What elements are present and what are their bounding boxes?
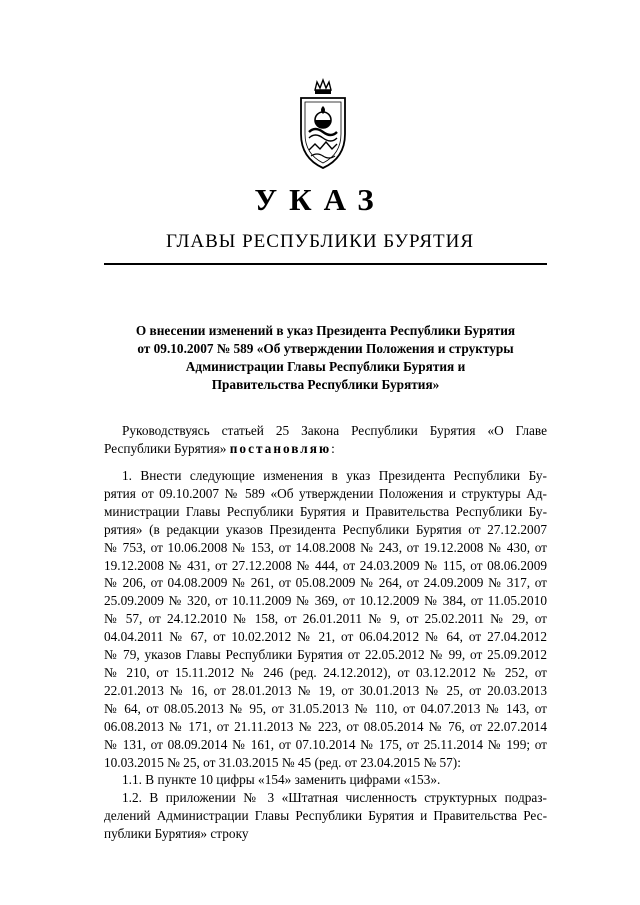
coat-of-arms-emblem (295, 76, 351, 172)
subclause-line: 1.1. В пункте 10 цифры «154» заменить цифрами «153». (122, 772, 441, 788)
subject-line: О внесении изменений в указ Президента Республики Бурятия (135, 323, 516, 338)
clause-line: № 79, указов Главы Республики Бурятия от 22.05.2012 № 99, от 25.09.2012 (104, 647, 547, 663)
clause-line: № 753, от 10.06.2008 № 153, от 14.08.2008 № 243, от 19.12.2008 № 430, от (104, 539, 547, 555)
decree-subject (104, 322, 547, 394)
clause-line: № 210, от 15.11.2012 № 246 (ред. 24.12.2012), от 03.12.2012 № 252, от (104, 664, 547, 680)
clause-line: № 131, от 08.09.2014 № 161, от 07.10.2014 № 175, от 25.11.2014 № 199; от (104, 736, 547, 752)
clause-line: 19.12.2008 № 431, от 27.12.2008 № 444, от 24.03.2009 № 115, от 08.06.2009 (104, 557, 547, 573)
subject-line: Правительства Республики Бурятия» (211, 377, 440, 392)
preamble-line (104, 440, 547, 458)
preamble-paragraph (104, 422, 547, 458)
preamble-text: Республики Бурятия» (104, 440, 230, 456)
header-divider (104, 263, 547, 265)
clause-line: рятия» (в редакции указов Президента Республики Бурятия от 27.12.2007 (104, 521, 547, 537)
resolve-keyword: постановляю (229, 440, 332, 456)
clause-line: рятия от 09.10.2007 № 589 «Об утверждении Положения и структуры Ад- (104, 485, 547, 501)
clause-line: министрации Главы Республики Бурятия и Правительства Республики Бу- (104, 503, 547, 519)
clause-paragraph (104, 467, 547, 843)
subclause-line: 1.2. В приложении № 3 «Штатная численность структурных подраз- (122, 790, 547, 806)
clause-line: № 206, от 04.08.2009 № 261, от 05.08.2009 № 264, от 24.09.2009 № 317, от (104, 575, 547, 591)
clause-line: 1. Внести следующие изменения в указ Президента Республики Бу- (122, 468, 547, 483)
clause-line: № 64, от 08.05.2013 № 95, от 31.05.2013 № 110, от 04.07.2013 № 143, от (104, 700, 547, 716)
clause-line: 25.09.2009 № 320, от 10.11.2009 № 369, от 10.12.2009 № 384, от 11.05.2010 (104, 593, 547, 609)
preamble-line: Руководствуясь статьей 25 Закона Республики Бурятия «О Главе (122, 423, 547, 438)
preamble-colon: : (331, 440, 335, 456)
issuer-heading: ГЛАВЫ РЕСПУБЛИКИ БУРЯТИЯ (165, 231, 475, 252)
clause-line: 06.08.2013 № 171, от 21.11.2013 № 223, от 08.05.2014 № 76, от 22.07.2014 (104, 718, 547, 734)
decree-title: УКАЗ (254, 182, 386, 217)
clause-line: № 57, от 24.12.2010 № 158, от 26.01.2011 № 9, от 25.02.2011 № 29, от (104, 611, 547, 627)
subject-line: Администрации Главы Республики Бурятия и (185, 359, 466, 374)
subject-line: от 09.10.2007 № 589 «Об утверждении Положения и структуры (137, 341, 514, 356)
clause-line: 10.03.2015 № 25, от 31.03.2015 № 45 (ред. от 23.04.2015 № 57): (104, 754, 461, 770)
subclause-line: делений Администрации Главы Республики Бурятия и Правительства Рес- (104, 808, 547, 824)
clause-line: 22.01.2013 № 16, от 28.01.2013 № 19, от 30.01.2013 № 25, от 20.03.2013 (104, 682, 547, 698)
subclause-line: публики Бурятия» строку (104, 826, 249, 842)
clause-line: 04.04.2011 № 67, от 10.02.2012 № 21, от 06.04.2012 № 64, от 27.04.2012 (104, 629, 547, 645)
